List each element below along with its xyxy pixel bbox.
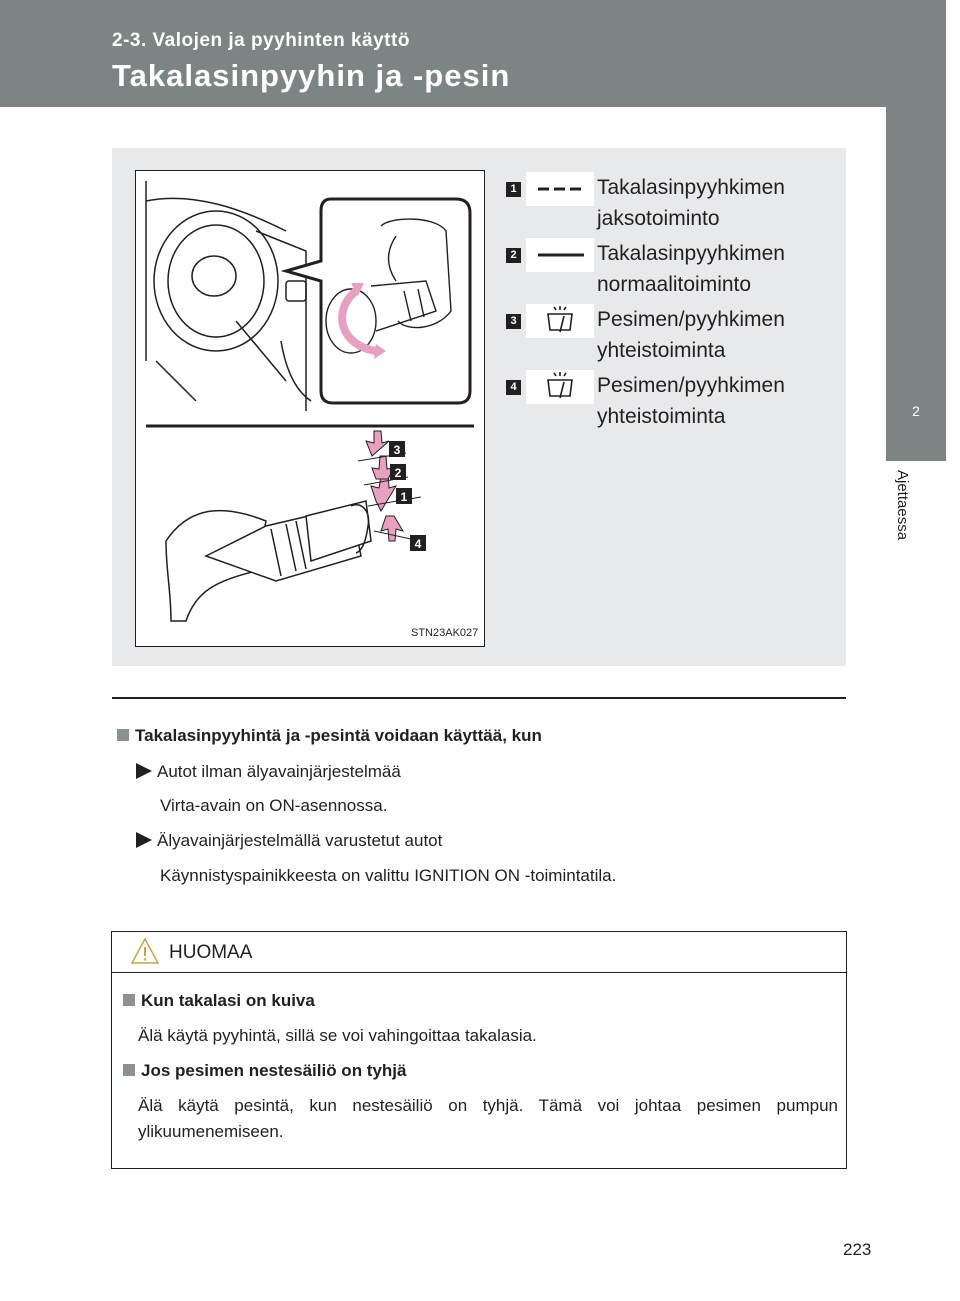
section-title: 2-3. Valojen ja pyyhinten käyttö <box>112 30 410 51</box>
square-bullet-icon <box>123 1064 135 1076</box>
legend-text-2a: Takalasinpyyhkimen <box>597 242 785 265</box>
square-bullet-icon <box>117 729 129 741</box>
legend-text-4b: yhteistoiminta <box>597 405 726 428</box>
chapter-header <box>0 0 946 107</box>
callout-badge-3-label: 3 <box>393 443 401 457</box>
triangle-arrow-icon <box>136 832 152 848</box>
callout-badge-4-label: 4 <box>414 537 422 551</box>
condition-1-body: Virta-avain on ON-asennossa. <box>160 796 388 815</box>
notice-item-2-body: Älä käytä pesintä, kun nestesäiliö on tyhjä. Tämä voi johtaa pesimen pumpun ylikuumenemiseen. <box>138 1096 838 1141</box>
callout-badge-4 <box>410 535 426 551</box>
wiper-illustration <box>135 170 485 647</box>
legend-text-3b: yhteistoiminta <box>597 339 726 362</box>
notice-item-2-heading: Jos pesimen nestesäiliö on tyhjä <box>123 1061 406 1081</box>
notice-item-1-heading: Kun takalasi on kuiva <box>123 991 315 1011</box>
legend-text-4a: Pesimen/pyyhkimen <box>597 374 785 397</box>
page-title: Takalasinpyyhin ja -pesin <box>112 58 511 93</box>
notice-box <box>111 931 847 1169</box>
legend-text-3a: Pesimen/pyyhkimen <box>597 308 785 331</box>
conditions-heading: Takalasinpyyhintä ja -pesintä voidaan käyttää, kun <box>117 726 542 746</box>
legend-badge-4: 4 <box>506 380 521 395</box>
triangle-arrow-icon <box>136 763 152 779</box>
notice-item-1-body: Älä käytä pyyhintä, sillä se voi vahingoittaa takalasia. <box>138 1026 537 1045</box>
side-tab <box>886 367 946 461</box>
section-divider <box>112 697 846 699</box>
solid-line-icon <box>526 238 594 272</box>
legend-badge-1: 1 <box>506 182 521 197</box>
callout-badge-3 <box>389 441 405 457</box>
notice-header <box>112 932 846 973</box>
rear-washer-icon <box>526 304 594 338</box>
notice-label: HUOMAA <box>169 942 253 963</box>
rear-washer-icon <box>526 370 594 404</box>
callout-badge-2-label: 2 <box>394 466 402 480</box>
condition-1-title: Autot ilman älyavainjärjestelmää <box>136 762 401 782</box>
legend-text-2b: normaalitoiminto <box>597 273 752 296</box>
condition-2-title: Älyavainjärjestelmällä varustetut autot <box>136 831 442 851</box>
side-tab-label: Ajettaessa <box>894 470 911 541</box>
dashed-line-icon <box>526 172 594 206</box>
condition-2-body: Käynnistyspainikkeesta on valittu IGNITION ON -toimintatila. <box>160 866 617 885</box>
figure-code: STN23AK027 <box>411 627 479 639</box>
callout-badge-2 <box>390 464 406 480</box>
callout-badge-1 <box>396 488 412 504</box>
warning-triangle-icon <box>130 937 160 965</box>
square-bullet-icon <box>123 994 135 1006</box>
side-tab-strip <box>886 107 946 367</box>
callout-badge-1-label: 1 <box>400 490 408 504</box>
legend-badge-2: 2 <box>506 248 521 263</box>
page-number: 223 <box>843 1240 872 1259</box>
legend-text-1a: Takalasinpyyhkimen <box>597 176 785 199</box>
wiper-lever-drawing <box>136 171 484 646</box>
side-tab-number: 2 <box>912 403 920 419</box>
legend-text-1b: jaksotoiminto <box>597 207 720 230</box>
legend-badge-3: 3 <box>506 314 521 329</box>
